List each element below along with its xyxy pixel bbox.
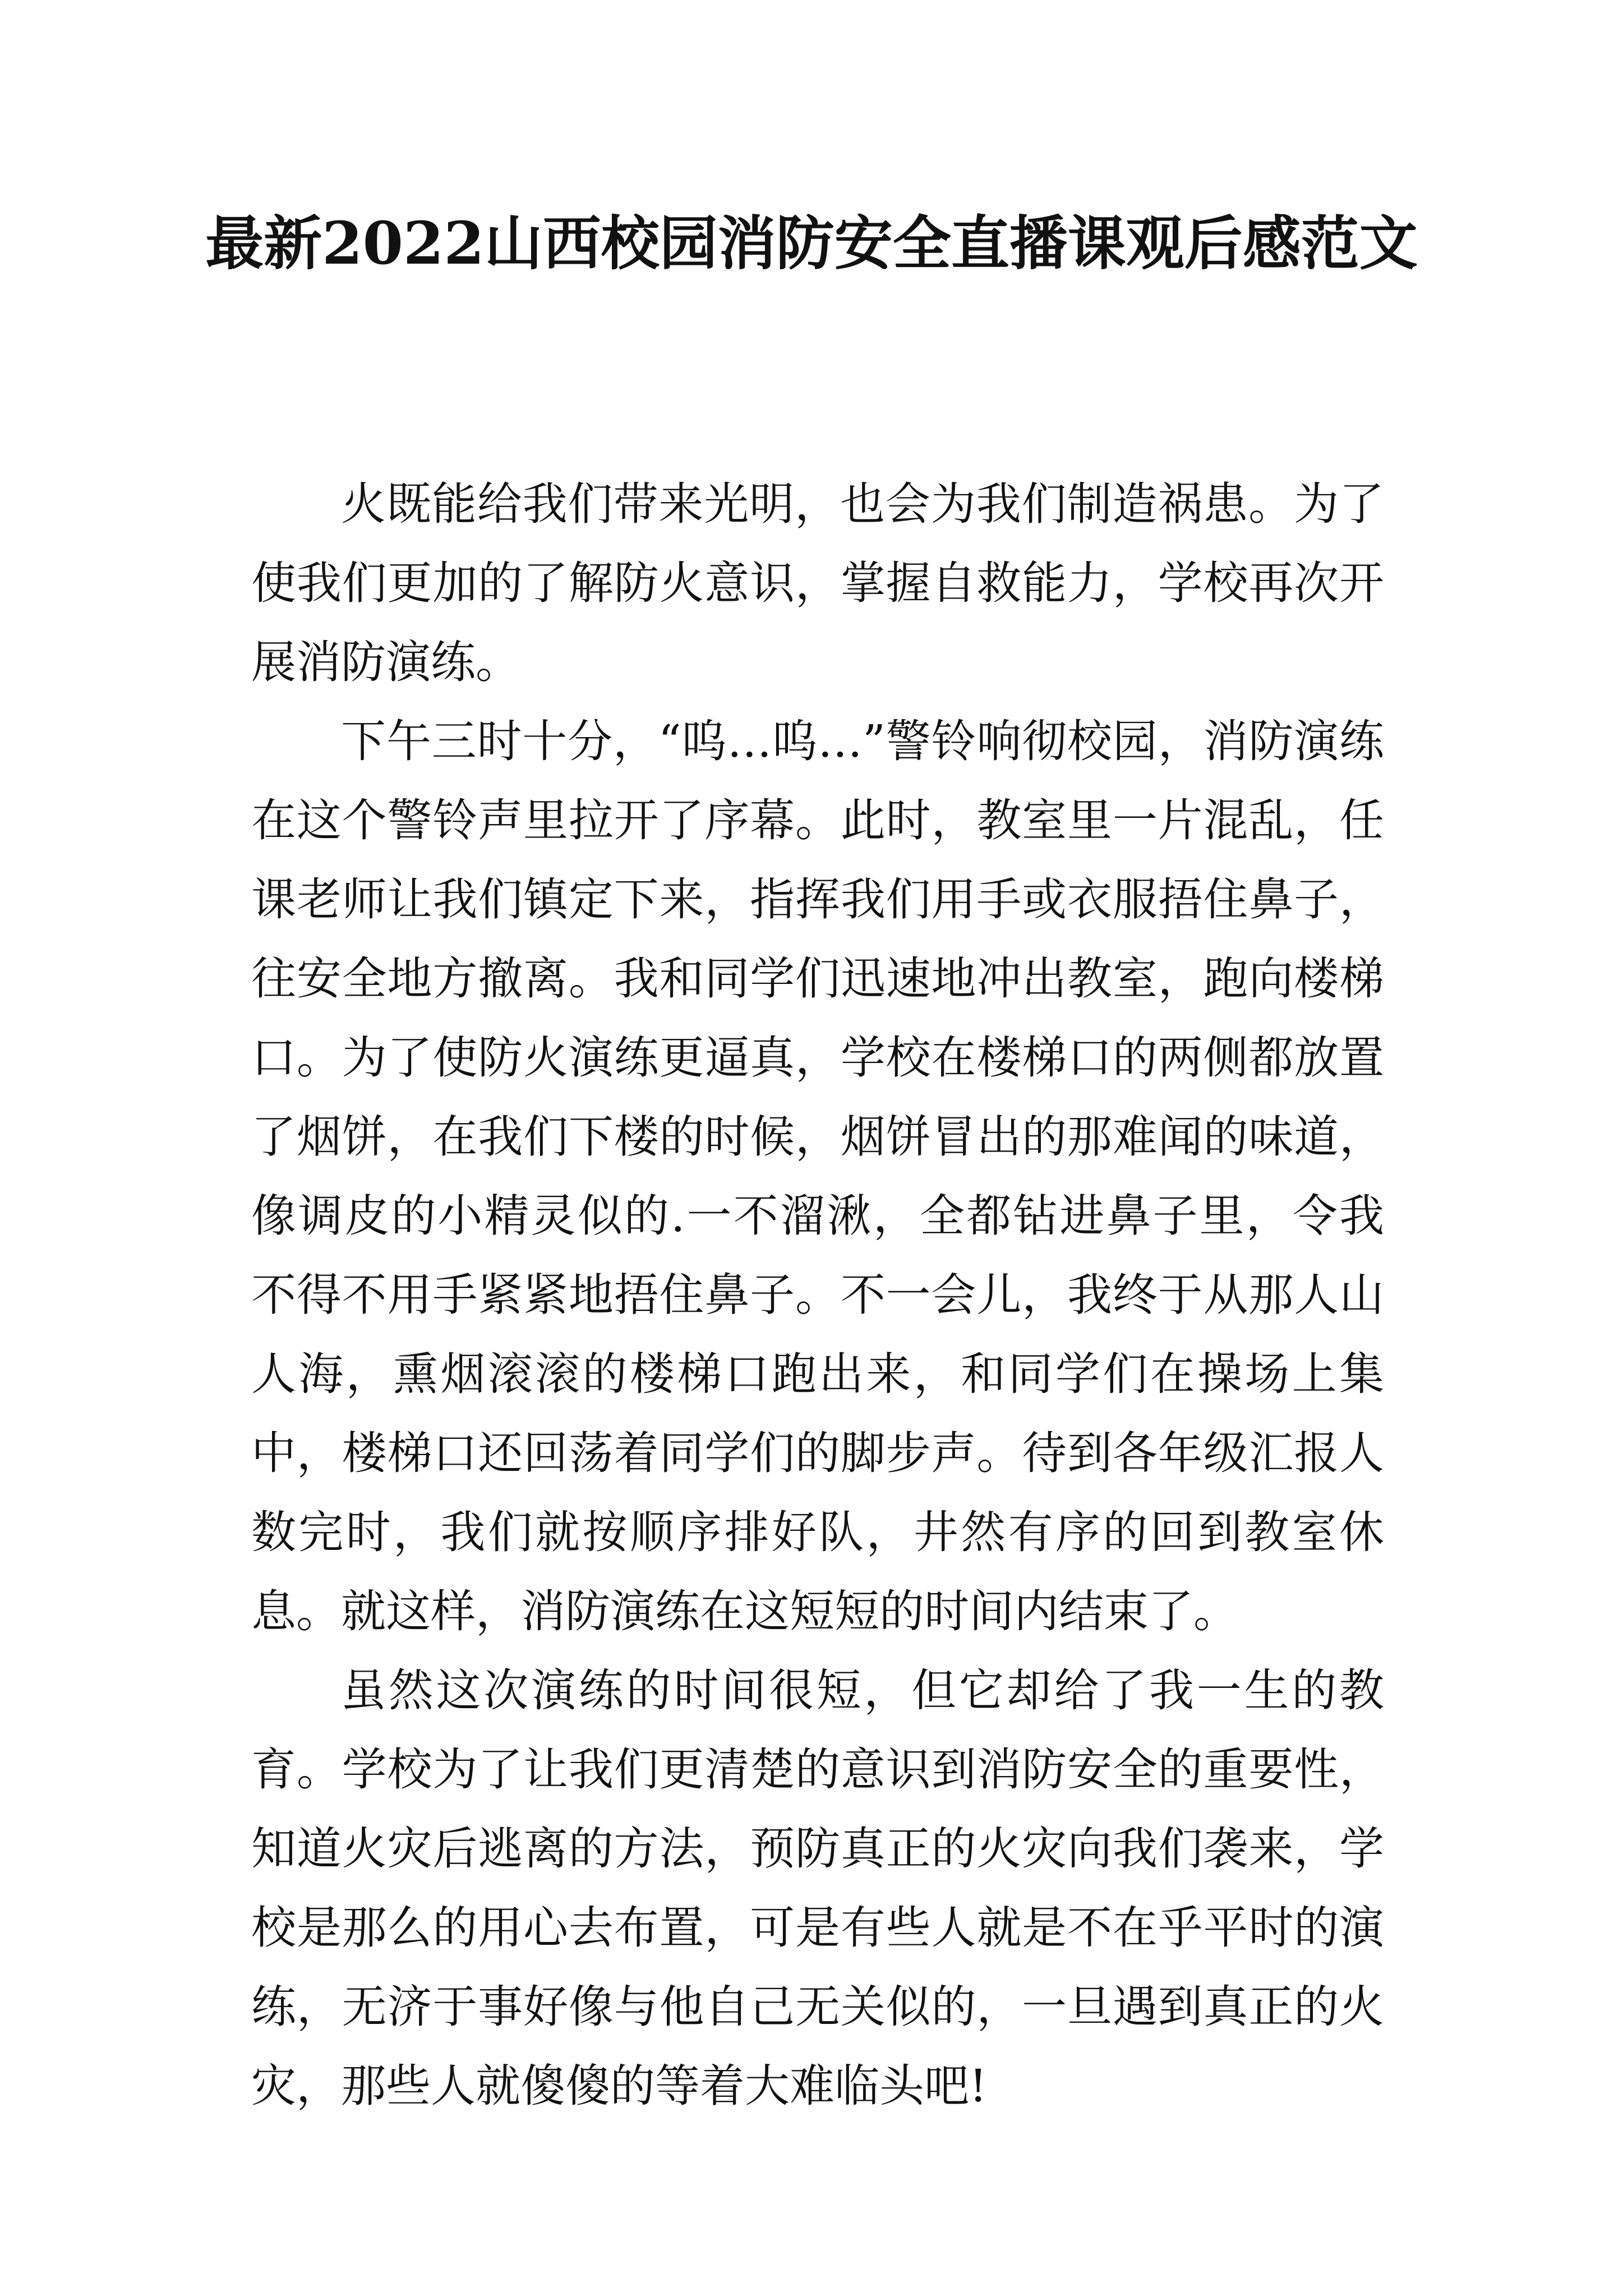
document-body <box>251 464 1384 2125</box>
paragraph-1: 火既能给我们带来光明，也会为我们制造祸患。为了使我们更加的了解防火意识，掌握自救能力，学校再次开展消防演练。 <box>251 478 1384 688</box>
paragraph-2: 下午三时十分，“呜…呜…”警铃响彻校园，消防演练在这个警铃声里拉开了序幕。此时，教室里一片混乱，任课老师让我们镇定下来，指挥我们用手或衣服捂住鼻子，往安全地方撤离。我和同学们迅速地冲出教室，跑向楼梯口。为了使防火演练更逼真，学校在楼梯口的两侧都放置了烟饼，在我们下楼的时候，烟饼冒出的那难闻的味道，像调皮的小精灵似的.一不溜湫，全都钻进鼻子里，令我不得不用手紧紧地捂住鼻子。不一会儿，我终于从那人山人海，熏烟滚滚的楼梯口跑出来，和同学们在操场上集中，楼梯口还回荡着同学们的脚步声。待到各年级汇报人数完时，我们就按顺序排好队，井然有序的回到教室休息。就这样，消防演练在这短短的时间内结束了。 <box>251 715 1384 1637</box>
paragraph-3: 虽然这次演练的时间很短，但它却给了我一生的教育。学校为了让我们更清楚的意识到消防安全的重要性，知道火灾后逃离的方法，预防真正的火灾向我们袭来，学校是那么的用心去布置，可是有些人就是不在乎平时的演练，无济于事好像与他自己无关似的，一旦遇到真正的火灾，那些人就傻傻的等着大难临头吧! <box>251 1664 1384 2112</box>
document-title: 最新2022山西校园消防安全直播课观后感范文 <box>205 209 1418 278</box>
